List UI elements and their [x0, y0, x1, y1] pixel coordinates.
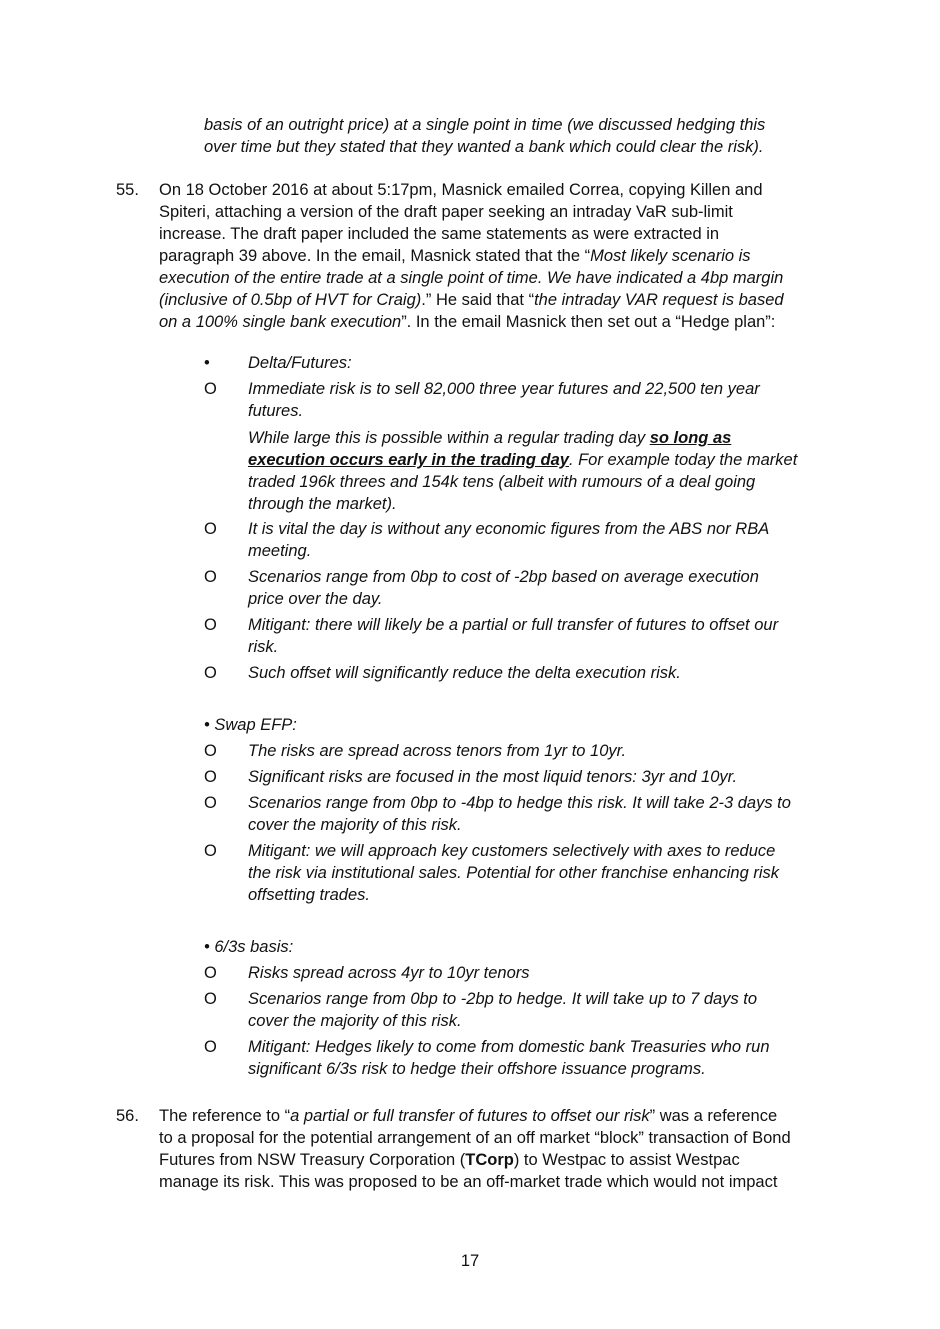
p55-line-4: [159, 245, 751, 267]
delta-para-emphasis-2: execution occurs early in the trading day: [248, 451, 569, 469]
o-bullet-icon: O: [204, 964, 217, 982]
swap-item-4-line-2: the risk via institutional sales. Potential for other franchise enhancing risk: [248, 864, 780, 882]
p56-line-4: manage its risk. This was proposed to be an off-market trade which would not impact: [159, 1173, 778, 1191]
delta-para-line-3: traded 196k threes and 154k tens (albeit with rumours of a deal going: [248, 473, 756, 491]
o-bullet-icon: O: [204, 990, 217, 1008]
p55-line-7: [159, 311, 775, 333]
p55-line-6-quote: (inclusive of 0.5bp of HVT for Craig): [159, 291, 422, 309]
delta-item-6: Such offset will significantly reduce the delta execution risk.: [248, 664, 681, 682]
p56-line-3-defined-term: TCorp: [465, 1151, 514, 1169]
p56-line-1-text: The reference to “: [159, 1107, 291, 1125]
swap-efp-heading: • Swap EFP:: [204, 716, 297, 734]
basis-item-3-line-1: Mitigant: Hedges likely to come from domestic bank Treasuries who run: [248, 1038, 770, 1056]
p56-line-3-text-2: ) to Westpac to assist Westpac: [513, 1151, 740, 1169]
basis-item-2-line-2: cover the majority of this risk.: [248, 1012, 462, 1030]
p55-line-3: increase. The draft paper included the same statements as were extracted in: [159, 225, 720, 243]
o-bullet-icon: O: [204, 742, 217, 760]
p55-line-4-quote: Most likely scenario is: [590, 247, 751, 265]
page-number: 17: [460, 1252, 480, 1270]
paragraph-55-number: 55.: [116, 181, 139, 199]
p55-line-4-text: paragraph 39 above. In the email, Masnick stated that the “: [159, 247, 591, 265]
p55-line-5: execution of the entire trade at a single point of time. We have indicated a 4bp margin: [159, 269, 784, 287]
swap-item-3-line-1: Scenarios range from 0bp to -4bp to hedge this risk. It will take 2-3 days to: [248, 794, 791, 812]
p56-line-3-text: Futures from NSW Treasury Corporation (: [159, 1151, 466, 1169]
o-bullet-icon: O: [204, 616, 217, 634]
delta-item-1-line-2: futures.: [248, 402, 304, 420]
delta-para-line-2: [248, 449, 797, 471]
delta-para-line-1: [248, 427, 731, 449]
delta-item-3-line-1: It is vital the day is without any economic figures from the ABS nor RBA: [248, 520, 770, 538]
p55-line-6: [159, 289, 784, 311]
swap-item-3-line-2: cover the majority of this risk.: [248, 816, 462, 834]
p55-line-7-quote: on a 100% single bank execution: [159, 313, 402, 331]
swap-item-4-line-1: Mitigant: we will approach key customers selectively with axes to reduce: [248, 842, 776, 860]
o-bullet-icon: O: [204, 520, 217, 538]
p55-line-6-quote-2: the intraday VAR request is based: [534, 291, 784, 309]
o-bullet-icon: O: [204, 1038, 217, 1056]
basis-item-1: Risks spread across 4yr to 10yr tenors: [248, 964, 530, 982]
delta-item-5-line-2: risk.: [248, 638, 279, 656]
delta-item-5-line-1: Mitigant: there will likely be a partial or full transfer of futures to offset our: [248, 616, 779, 634]
o-bullet-icon: O: [204, 842, 217, 860]
p56-line-1-quote: a partial or full transfer of futures to offset our risk: [290, 1107, 650, 1125]
p56-line-3: [159, 1149, 740, 1171]
delta-para-line-4: through the market).: [248, 495, 397, 513]
paragraph-56-number: 56.: [116, 1107, 139, 1125]
delta-item-1-line-1: Immediate risk is to sell 82,000 three year futures and 22,500 ten year: [248, 380, 760, 398]
delta-item-3-line-2: meeting.: [248, 542, 312, 560]
swap-item-4-line-3: offsetting trades.: [248, 886, 370, 904]
p55-line-6-text: .” He said that “: [421, 291, 535, 309]
o-bullet-icon: O: [204, 794, 217, 812]
bullet-icon: •: [204, 354, 210, 372]
p56-line-1-text-2: ” was a reference: [649, 1107, 778, 1125]
basis-heading: • 6/3s basis:: [204, 938, 294, 956]
o-bullet-icon: O: [204, 664, 217, 682]
intro-line-2: over time but they stated that they wanted a bank which could clear the risk).: [204, 138, 764, 156]
p55-line-2: Spiteri, attaching a version of the draft paper seeking an intraday VaR sub-limit: [159, 203, 733, 221]
p55-line-7-text: ”. In the email Masnick then set out a “Hedge plan”:: [401, 313, 776, 331]
swap-item-1: The risks are spread across tenors from 1yr to 10yr.: [248, 742, 627, 760]
swap-item-2: Significant risks are focused in the most liquid tenors: 3yr and 10yr.: [248, 768, 738, 786]
delta-para-text: While large this is possible within a regular trading day: [248, 429, 650, 447]
basis-item-2-line-1: Scenarios range from 0bp to -2bp to hedge. It will take up to 7 days to: [248, 990, 758, 1008]
basis-item-3-line-2: significant 6/3s risk to hedge their offshore issuance programs.: [248, 1060, 706, 1078]
p56-line-1: [159, 1105, 777, 1127]
o-bullet-icon: O: [204, 380, 217, 398]
delta-futures-heading: Delta/Futures:: [248, 354, 352, 372]
o-bullet-icon: O: [204, 568, 217, 586]
intro-line-1: basis of an outright price) at a single point in time (we discussed hedging this: [204, 116, 766, 134]
p55-line-1: On 18 October 2016 at about 5:17pm, Masnick emailed Correa, copying Killen and: [159, 181, 763, 199]
delta-item-4-line-1: Scenarios range from 0bp to cost of -2bp based on average execution: [248, 568, 759, 586]
delta-para-emphasis: so long as: [649, 429, 732, 447]
delta-para-text-2: . For example today the market: [568, 451, 798, 469]
o-bullet-icon: O: [204, 768, 217, 786]
delta-item-4-line-2: price over the day.: [248, 590, 383, 608]
p56-line-2: to a proposal for the potential arrangement of an off market “block” transaction of Bond: [159, 1129, 791, 1147]
